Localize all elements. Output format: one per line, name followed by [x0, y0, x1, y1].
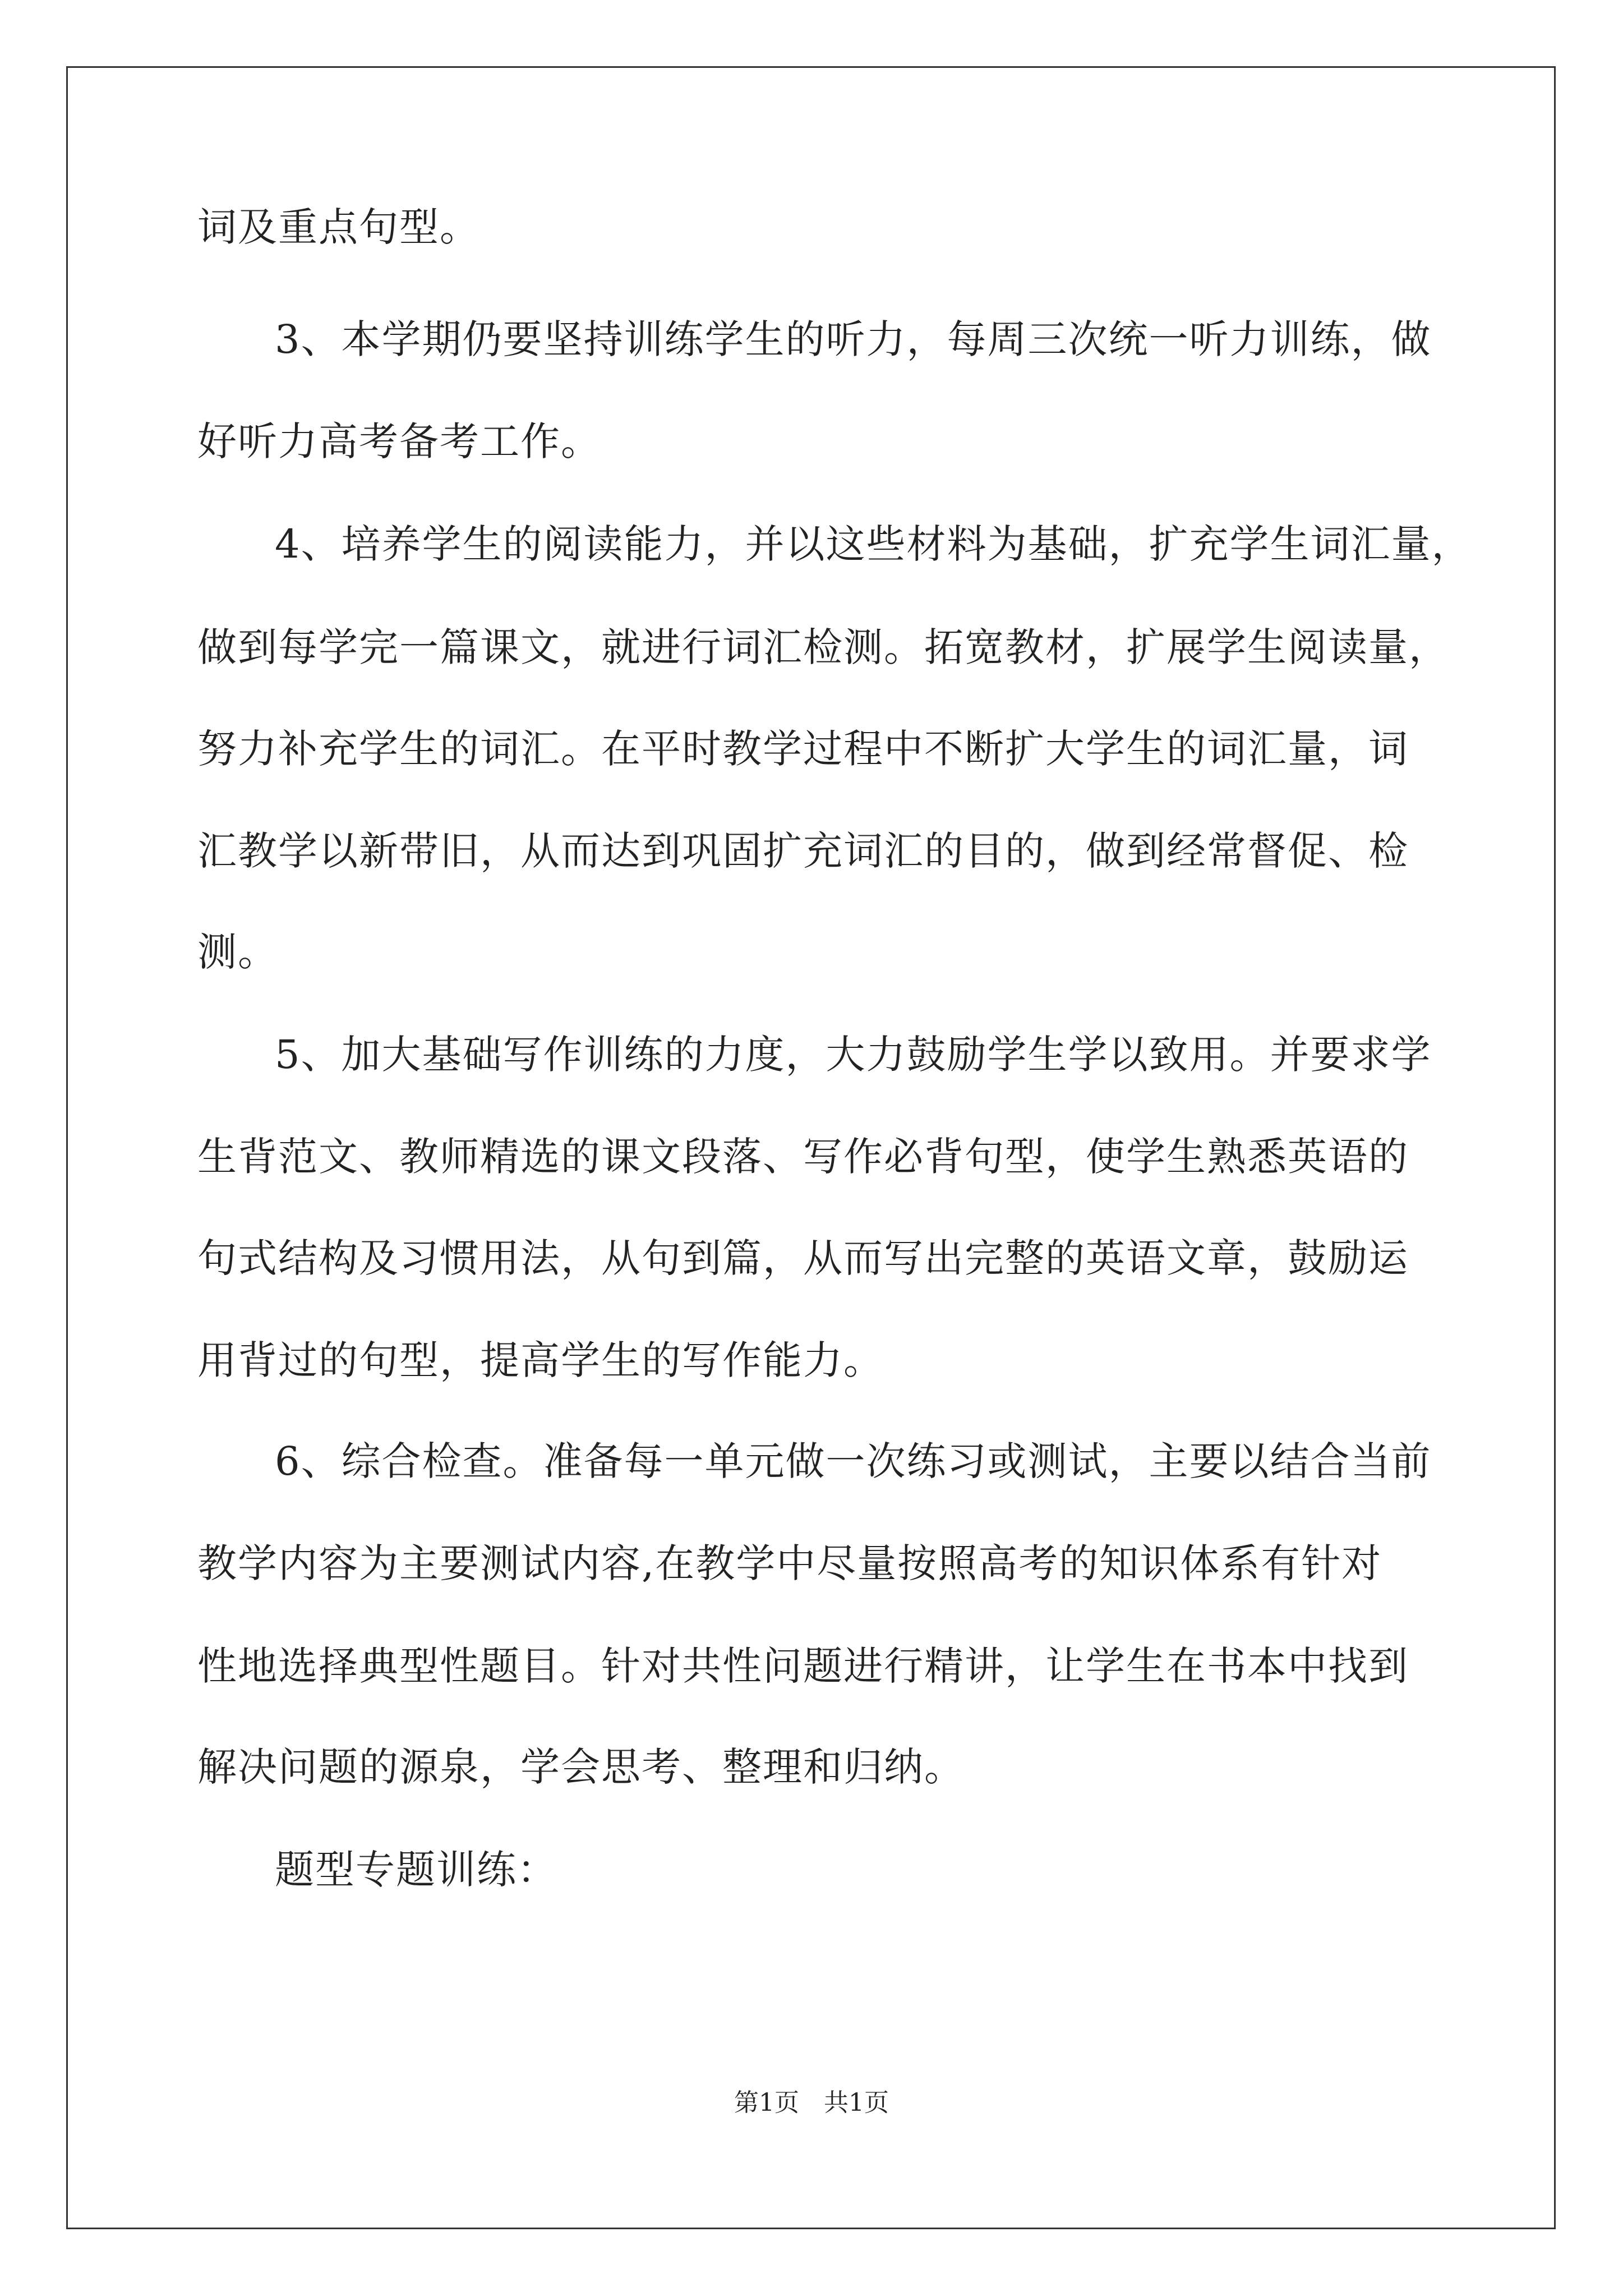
text-line: 词及重点句型。: [197, 204, 480, 250]
text-line: 教学内容为主要测试内容,在教学中尽量按照高考的知识体系有针对: [197, 1540, 1382, 1586]
text-line: 测。: [197, 929, 278, 975]
page-number: 第1页 共1页: [734, 2088, 889, 2117]
text-line: 5、加大基础写作训练的力度，大力鼓励学生学以致用。并要求学: [275, 1032, 1432, 1078]
text-line: 用背过的句型，提高学生的写作能力。: [197, 1337, 884, 1383]
text-line: 好听力高考备考工作。: [197, 418, 601, 464]
text-line: 3、本学期仍要坚持训练学生的听力，每周三次统一听力训练，做: [275, 316, 1432, 362]
text-line: 句式结构及习惯用法，从句到篇，从而写出完整的英语文章，鼓励运: [197, 1235, 1409, 1281]
text-line: 4、培养学生的阅读能力，并以这些材料为基础，扩充学生词汇量，: [275, 521, 1472, 567]
text-line: 6、综合检查。准备每一单元做一次练习或测试，主要以结合当前: [275, 1438, 1432, 1484]
text-line: 努力补充学生的词汇。在平时教学过程中不断扩大学生的词汇量，词: [197, 726, 1409, 772]
text-line: 性地选择典型性题目。针对共性问题进行精讲，让学生在书本中找到: [197, 1643, 1409, 1689]
text-line: 汇教学以新带旧，从而达到巩固扩充词汇的目的，做到经常督促、检: [197, 828, 1409, 874]
text-line: 解决问题的源泉，学会思考、整理和归纳。: [197, 1744, 965, 1790]
text-line: 生背范文、教师精选的课文段落、写作必背句型，使学生熟悉英语的: [197, 1134, 1409, 1180]
text-line: 题型专题训练：: [275, 1847, 557, 1893]
text-line: 做到每学完一篇课文，就进行词汇检测。拓宽教材，扩展学生阅读量，: [197, 624, 1449, 670]
